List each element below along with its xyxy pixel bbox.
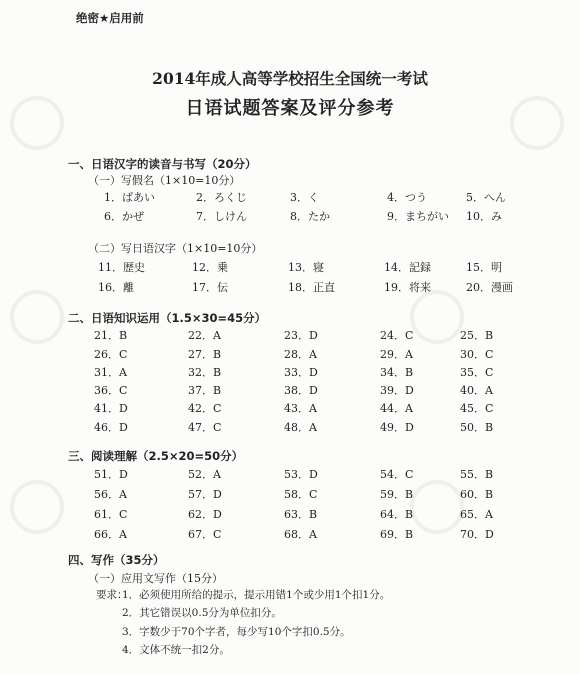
watermark-icon: [410, 480, 464, 534]
answer-item: 57．D: [188, 488, 222, 501]
answer-item: 11．歴史: [98, 261, 145, 274]
answer-item: 12．乗: [192, 261, 228, 274]
document-title: 日语试题答案及评分参考: [185, 98, 395, 119]
answer-item: 52．A: [188, 468, 221, 481]
answer-item: 9．まちがい: [387, 210, 449, 223]
section-1-part-2-heading: （二）写日语汉字（1×10=10分）: [88, 242, 263, 255]
requirement-item: 3．字数少于70个字者，每少写10个字扣0.5分。: [122, 626, 351, 638]
answer-item: 67．C: [188, 528, 222, 541]
answer-item: 58．C: [284, 488, 318, 501]
answer-item: 3．く: [290, 191, 319, 204]
requirement-item: 4．文体不统一扣2分。: [122, 644, 230, 656]
answer-item: 6．かぜ: [104, 210, 144, 223]
answer-item: 29．A: [380, 348, 413, 361]
answer-item: 43．A: [284, 402, 317, 415]
answer-item: 44．A: [380, 402, 413, 415]
answer-item: 25．B: [460, 329, 494, 342]
answer-item: 27．B: [188, 348, 222, 361]
answer-item: 14．記録: [384, 261, 431, 274]
section-4-heading: 四、写作（35分）: [68, 553, 165, 567]
requirements-label: 要求：: [96, 589, 128, 601]
section-4-part-1-heading: （一）应用文写作（15分）: [88, 572, 223, 585]
answer-item: 62．D: [188, 508, 222, 521]
requirement-item: 1．必须使用所给的提示，提示用错1个或少用1个扣1分。: [122, 589, 391, 601]
answer-item: 36．C: [94, 384, 128, 397]
answer-item: 63．B: [284, 508, 318, 521]
answer-item: 1．ばあい: [104, 191, 155, 204]
answer-item: 64．B: [380, 508, 414, 521]
answer-item: 54．C: [380, 468, 414, 481]
answer-item: 39．D: [380, 384, 414, 397]
answer-item: 45．C: [460, 402, 494, 415]
answer-item: 19．将来: [384, 281, 431, 294]
answer-item: 8．たか: [290, 210, 330, 223]
answer-item: 26．C: [94, 348, 128, 361]
answer-item: 65．A: [460, 508, 493, 521]
answer-item: 10．み: [466, 210, 502, 223]
answer-item: 7．しけん: [196, 210, 247, 223]
answer-item: 35．C: [460, 366, 494, 379]
answer-item: 16．離: [98, 281, 134, 294]
answer-item: 41．D: [94, 402, 128, 415]
answer-item: 66．A: [94, 528, 127, 541]
answer-item: 30．C: [460, 348, 494, 361]
answer-item: 23．D: [284, 329, 318, 342]
answer-item: 5．へん: [466, 191, 506, 204]
answer-item: 51．D: [94, 468, 128, 481]
exam-title: 2014年成人高等学校招生全国统一考试: [152, 69, 428, 88]
secret-mark: 绝密★启用前: [76, 11, 144, 25]
answer-item: 2．ろくじ: [196, 191, 247, 204]
answer-item: 40．A: [460, 384, 493, 397]
answer-item: 34．B: [380, 366, 414, 379]
answer-item: 50．B: [460, 421, 494, 434]
answer-item: 55．B: [460, 468, 494, 481]
answer-item: 49．D: [380, 421, 414, 434]
answer-item: 60．B: [460, 488, 494, 501]
section-1-heading: 一、日语汉字的读音与书写（20分）: [68, 157, 257, 171]
answer-item: 22．A: [188, 329, 221, 342]
answer-item: 33．D: [284, 366, 318, 379]
answer-item: 38．D: [284, 384, 318, 397]
answer-item: 37．B: [188, 384, 222, 397]
section-3-heading: 三、阅读理解（2.5×20=50分）: [68, 449, 244, 463]
answer-item: 13．寝: [288, 261, 324, 274]
requirement-item: 2．其它错误以0.5分为单位扣分。: [122, 607, 282, 619]
answer-item: 32．B: [188, 366, 222, 379]
answer-item: 20．漫画: [466, 281, 513, 294]
answer-item: 31．A: [94, 366, 127, 379]
answer-item: 53．D: [284, 468, 318, 481]
answer-item: 15．明: [466, 261, 502, 274]
watermark-icon: [10, 290, 64, 344]
watermark-icon: [410, 290, 464, 344]
answer-item: 42．C: [188, 402, 222, 415]
section-1-part-1-heading: （一）写假名（1×10=10分）: [88, 174, 241, 187]
answer-item: 47．C: [188, 421, 222, 434]
answer-item: 69．B: [380, 528, 414, 541]
answer-item: 70．D: [460, 528, 494, 541]
answer-item: 59．B: [380, 488, 414, 501]
answer-item: 24．C: [380, 329, 414, 342]
answer-item: 18．正直: [288, 281, 335, 294]
answer-item: 28．A: [284, 348, 317, 361]
answer-item: 21．B: [94, 329, 128, 342]
watermark-icon: [10, 480, 64, 534]
answer-item: 17．伝: [192, 281, 228, 294]
answer-item: 56．A: [94, 488, 127, 501]
answer-item: 68．A: [284, 528, 317, 541]
answer-item: 4．つう: [387, 191, 427, 204]
answer-item: 48．A: [284, 421, 317, 434]
section-2-heading: 二、日语知识运用（1.5×30=45分）: [68, 311, 267, 325]
answer-item: 46．D: [94, 421, 128, 434]
answer-item: 61．C: [94, 508, 128, 521]
